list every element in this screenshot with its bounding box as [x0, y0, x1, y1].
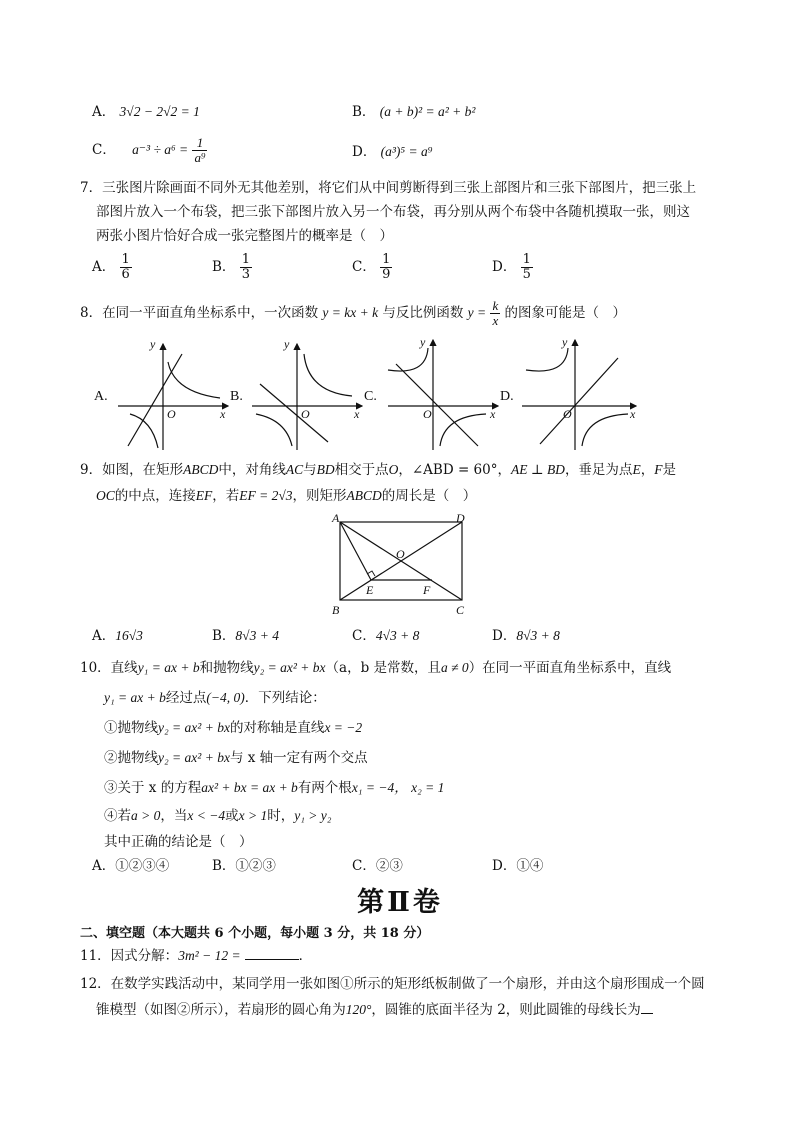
q8-linear-function: y = kx + k: [322, 305, 379, 320]
q8-graph-d-label: D.: [500, 389, 514, 404]
q10-text-1c: （a，b 是常数，且: [325, 660, 442, 676]
q6-option-c-expr: a⁻³ ÷ a⁶ =: [132, 142, 189, 157]
q8-graph-d-line: [540, 358, 618, 444]
q7-option-d: [492, 252, 533, 282]
q12-text-2a: 锥模型（如图②所示），若扇形的圆心角为: [96, 1002, 346, 1018]
q8-inverse-num: k: [492, 298, 499, 313]
q10-option-b: [212, 856, 276, 876]
q9-option-c-label: C．: [352, 628, 376, 644]
q9-text-1a: 9．如图，在矩形: [80, 462, 184, 478]
q8-graphs: [0, 334, 800, 454]
q10-c1-d: x = −2: [324, 720, 363, 735]
q10-y2: y₂ = ax² + bx: [253, 660, 326, 675]
q10-c4-h: y₁ > y₂: [294, 808, 332, 823]
q7-option-b-fraction: [240, 253, 252, 282]
q9-oc: OC: [96, 488, 115, 503]
q9-o: O: [388, 462, 399, 477]
q10-c2-a: ②抛物线: [104, 750, 158, 766]
q7-option-a: [92, 252, 132, 282]
q9-text-1f: ，垂足为点: [564, 462, 633, 478]
q9-f: F: [654, 462, 663, 477]
q8-suffix: 的图象可能是（ ）: [504, 305, 627, 321]
q8-graph-b-branch-1: [304, 354, 352, 396]
q10-c3-b: ax² + bx = ax + b: [201, 780, 298, 795]
q10-c4-a: ④若: [104, 808, 131, 824]
q10-option-a-text: ①②③④: [115, 858, 170, 874]
q10-a-ne-0: a ≠ 0: [441, 660, 469, 675]
q11-expr: 3m² − 12 =: [178, 948, 241, 963]
q9-angle: ，∠ABD = 60°，: [398, 462, 511, 478]
q8-graph-b: [230, 337, 362, 450]
q8-prefix: 8．在同一平面直角坐标系中，一次函数: [80, 305, 319, 321]
q8-graph-a-line: [128, 354, 182, 446]
q8-graph-a-label: A.: [94, 389, 108, 404]
q10-c4-g: 时，: [267, 808, 295, 824]
q10-option-c: [352, 856, 403, 876]
q10-c1-c: 的对称轴是直线: [229, 720, 325, 736]
q8-inverse-den: x: [492, 313, 499, 328]
q7-option-d-label: D．: [492, 259, 517, 275]
q9-label-b: B: [332, 603, 340, 617]
q9-text-1g: ，: [640, 462, 655, 478]
q8-graph-b-line: [260, 384, 328, 442]
q12-answer-blank[interactable]: [641, 1001, 653, 1014]
q8-graph-c-x-label: x: [490, 407, 496, 421]
q9-label-c: C: [456, 603, 465, 617]
q9-option-d-expr: 8√3 + 8: [516, 628, 560, 643]
q9-abcd-2: ABCD: [346, 488, 382, 503]
q8-graph-c-y-label: y: [420, 335, 426, 349]
q6-option-a: [92, 102, 200, 122]
q11-suffix: ．: [298, 948, 313, 964]
q9-text-1d: 相交于点: [334, 462, 389, 478]
q9-line1: [80, 460, 676, 480]
q9-text-1b: 中，对角线: [218, 462, 286, 478]
q9-ac: AC: [285, 462, 304, 477]
q8-graph-c: [364, 335, 498, 450]
q8-graph-b-branch-2: [256, 414, 292, 446]
q12-line2: [96, 1000, 653, 1020]
q8-graph-d-branch-2: [582, 414, 628, 446]
q8-graph-a-branch-1: [168, 362, 220, 398]
q10-c1-b: y₂ = ax² + bx: [158, 720, 230, 735]
q8-graph-d-x-label: x: [630, 407, 636, 421]
q7-option-c-num: 1: [382, 252, 391, 267]
q6-option-d-expr: (a³)⁵ = a⁹: [380, 144, 433, 159]
q6-option-c: [92, 136, 207, 165]
q8-graph-a-x-label: x: [220, 407, 226, 421]
q10-c4-b: a > 0: [131, 808, 161, 823]
q10-option-d-text: ①④: [516, 858, 544, 874]
q6-option-a-expr: 3√2 − 2√2 = 1: [119, 104, 200, 119]
q10-c4-e: 或: [225, 808, 239, 824]
q9-ae-perp-bd: AE ⊥ BD: [511, 462, 565, 477]
q9-option-a: [92, 626, 143, 646]
q8-graph-c-line: [396, 364, 478, 446]
q7-option-a-num: 1: [121, 252, 130, 267]
q12-line1: 12．在数学实践活动中，某同学用一张如图①所示的矩形纸板制做了一个扇形，并由这个扇形围成一个圆: [80, 976, 705, 992]
q8-inverse-fraction: [490, 299, 500, 328]
q10-c4-f: x > 1: [238, 808, 268, 823]
q9-figure: [326, 512, 486, 622]
q9-label-e: E: [366, 583, 374, 597]
q9-text-1c: 与: [303, 462, 317, 478]
q8-graph-c-label: C.: [364, 389, 377, 404]
q9-option-c-expr: 4√3 + 8: [375, 628, 420, 643]
q6-option-b-expr: (a + b)² = a² + b²: [379, 104, 476, 119]
q9-label-d: D: [456, 512, 465, 525]
q10-c2-b: y₂ = ax² + bx: [158, 750, 230, 765]
q6-option-c-denominator: a⁹: [194, 150, 206, 165]
q10-c1-a: ①抛物线: [104, 720, 158, 736]
q10-option-b-label: B．: [212, 858, 236, 874]
q8-graph-d-branch-1: [526, 348, 568, 371]
q8-inverse-function: y =: [467, 305, 487, 320]
q7-option-d-num: 1: [522, 252, 531, 267]
q9-segment-ae: [340, 522, 371, 580]
q8-graph-b-label: B.: [230, 389, 243, 404]
q10-line2: [104, 688, 326, 708]
q7-option-c-label: C．: [352, 259, 376, 275]
q9-option-a-expr: 16√3: [115, 628, 143, 643]
q9-option-b-expr: 8√3 + 4: [235, 628, 279, 643]
q8-graph-c-branch-1: [388, 348, 428, 371]
q10-text-2b: 经过点: [165, 690, 207, 706]
q9-option-a-label: A．: [92, 628, 116, 644]
q7-option-b-num: 1: [241, 252, 250, 267]
q10-text-1b: 和抛物线: [199, 660, 254, 676]
q8-graph-d: [500, 335, 636, 450]
q7-option-b: [212, 252, 252, 282]
q10-text-1a: 10．直线: [80, 660, 138, 676]
q10-c4-c: ，当: [160, 808, 188, 824]
q10-c2-c: 与 x 轴一定有两个交点: [229, 750, 368, 766]
q10-c4-d: x < −4: [187, 808, 226, 823]
q8-stem: [80, 298, 626, 328]
q7-option-b-label: B．: [212, 259, 236, 275]
q9-text-2c: ，若: [212, 488, 240, 504]
q9-option-b-label: B．: [212, 628, 236, 644]
q9-label-o: O: [396, 547, 405, 561]
q9-ef-value: EF = 2√3: [239, 488, 293, 503]
q7-line3: 两张小图片恰好合成一张完整图片的概率是（ ）: [96, 228, 393, 244]
q9-e: E: [632, 462, 641, 477]
q8-graph-d-y-label: y: [562, 335, 568, 349]
q11-prefix: 11．因式分解：: [80, 948, 179, 964]
q9-text-2e: 的周长是（ ）: [381, 488, 477, 504]
q9-option-b: [212, 626, 279, 646]
q8-graph-b-origin: O: [301, 407, 310, 421]
q6-option-c-numerator: 1: [192, 136, 207, 151]
q10-conclusion-4: [104, 806, 331, 826]
q10-c3-c: 有两个根: [297, 780, 352, 796]
q9-option-c: [352, 626, 419, 646]
q6-option-d-label: D．: [352, 144, 377, 160]
q12-angle: 120°: [345, 1002, 372, 1017]
q9-text-2b: 的中点，连接: [114, 488, 196, 504]
q7-option-c: [352, 252, 392, 282]
q8-graph-a-origin: O: [167, 407, 176, 421]
section-2-heading: 二、填空题（本大题共 6 个小题，每小题 3 分，共 18 分）: [80, 926, 430, 941]
q10-option-a-label: A．: [92, 858, 116, 874]
q8-graph-c-origin: O: [423, 407, 432, 421]
q9-line2: [96, 486, 476, 506]
q7-option-a-label: A．: [92, 259, 116, 275]
q10-question: 其中正确的结论是（ ）: [104, 834, 253, 850]
q10-line-eq: y₁ = ax + b: [104, 690, 166, 705]
q10-c3-a: ③关于 x 的方程: [104, 780, 202, 796]
q12-text-2b: ，圆锥的底面半径为 2，则此圆锥的母线长为: [371, 1002, 641, 1018]
q8-graph-d-origin: O: [563, 407, 572, 421]
q11-answer-blank[interactable]: [245, 947, 299, 960]
q7-option-c-den: 9: [382, 267, 391, 282]
q6-option-c-label: C．: [92, 142, 116, 158]
q10-conclusion-3: [104, 778, 444, 798]
q8-graph-b-x-label: x: [354, 407, 360, 421]
q8-graph-a: [94, 337, 228, 450]
q10-option-a: [92, 856, 169, 876]
q10-conclusion-1: [104, 718, 362, 738]
q7-line1: 7．三张图片除画面不同外无其他差别，将它们从中间剪断得到三张上部图片和三张下部图片，把三张上: [80, 180, 697, 196]
q10-text-2c: ．下列结论：: [244, 690, 326, 706]
q10-line1: [80, 658, 671, 678]
q9-option-d-label: D．: [492, 628, 517, 644]
q10-option-c-label: C．: [352, 858, 376, 874]
q7-option-a-fraction: [120, 253, 132, 282]
q9-text-1h: 是: [662, 462, 676, 478]
q8-graph-b-y-label: y: [284, 337, 290, 351]
q10-c3-d: x₁ = −4， x₂ = 1: [351, 780, 445, 795]
q10-option-d-label: D．: [492, 858, 517, 874]
q11: [80, 946, 312, 966]
q9-bd: BD: [316, 462, 335, 477]
q10-point: (−4, 0): [206, 690, 245, 705]
q6-option-b-label: B．: [352, 104, 376, 120]
q7-option-d-fraction: [521, 253, 533, 282]
q6-option-c-fraction: [192, 136, 207, 165]
part-2-title: 第Ⅱ卷: [357, 887, 443, 918]
q8-middle: 与反比例函数: [382, 305, 464, 321]
q10-option-c-text: ②③: [375, 858, 403, 874]
q8-graph-c-branch-2: [440, 414, 486, 446]
q9-option-d: [492, 626, 560, 646]
q9-label-a: A: [332, 512, 340, 525]
q9-text-2d: ，则矩形: [292, 488, 347, 504]
q7-option-c-fraction: [380, 253, 392, 282]
q7-option-d-den: 5: [522, 267, 531, 282]
q10-option-d: [492, 856, 543, 876]
q10-conclusion-2: [104, 748, 368, 768]
q7-option-b-den: 3: [241, 267, 250, 282]
q6-option-d: [352, 142, 432, 162]
q9-abcd: ABCD: [183, 462, 219, 477]
q10-option-b-text: ①②③: [235, 858, 276, 874]
q6-option-a-label: A．: [92, 104, 116, 120]
q9-ef: EF: [195, 488, 213, 503]
q8-graph-a-y-label: y: [150, 337, 156, 351]
q6-option-b: [352, 102, 475, 122]
q10-y1: y₁ = ax + b: [137, 660, 200, 675]
q7-option-a-den: 6: [121, 267, 130, 282]
q9-label-f: F: [423, 583, 431, 597]
q10-text-1d: ）在同一平面直角坐标系中，直线: [468, 660, 672, 676]
q7-line2: 部图片放入一个布袋，把三张下部图片放入另一个布袋，再分别从两个布袋中各随机摸取一张，则这: [96, 204, 690, 220]
